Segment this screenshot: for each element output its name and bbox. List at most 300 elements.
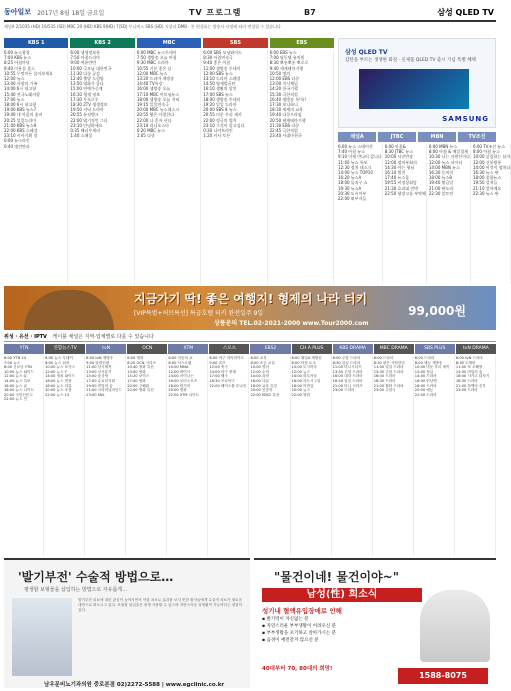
list-item: 20:00 뉴스 bbox=[291, 388, 310, 393]
list-item: 22:30 뉴스 판 bbox=[472, 190, 499, 196]
list-item: 12:00 바이크 bbox=[168, 369, 191, 374]
list-item: 16:30 뉴스 판 bbox=[472, 170, 499, 176]
list-item: 16:00 하트시그널 bbox=[291, 378, 321, 383]
list-item: 17:00 배구 bbox=[209, 374, 228, 379]
list-item: 14:00 뉴스 TOP10 bbox=[338, 170, 373, 176]
list-item: 7:50 생방송 오늘 아침 bbox=[136, 55, 177, 61]
channel-header-mbc: MBC bbox=[137, 38, 201, 48]
list-item: 17:40 영화 bbox=[127, 378, 146, 383]
list-item: 16:00 모터스포츠 bbox=[168, 378, 198, 383]
list-item: 6:00 뉴스광장 bbox=[4, 50, 30, 55]
list-item: 9:00 여유만만 bbox=[70, 60, 97, 66]
ad-tag: 삼성 QLED TV bbox=[345, 49, 388, 56]
clinic-ad-subhead: 평생할 보형물을 삽입하는 방법으로 자유롭게… bbox=[24, 587, 128, 593]
list-item: 20:00 MBC 뉴스데스크 bbox=[136, 107, 180, 113]
list-item: ▪ 자연스러운 부부생활이 어려우신 분 bbox=[262, 624, 336, 629]
list-item: 13:00 신서유기 bbox=[86, 369, 112, 374]
list-item: 16:00 뉴스 현장 bbox=[45, 378, 72, 383]
list-item: 6:00 SBS 모닝와이드 bbox=[203, 50, 242, 55]
list-item: ▪ 발기력이 자신없는 분 bbox=[262, 617, 309, 622]
list-item: 1:40 스페셜 bbox=[70, 133, 93, 139]
list-item: 18:30 드라마 bbox=[455, 378, 478, 383]
list-item: 16:20 뉴스A bbox=[338, 175, 362, 181]
list-item: 21:00 판도라 bbox=[428, 185, 454, 191]
list-item: 18:00 뉴스 나이트 bbox=[4, 388, 34, 393]
satellite-channel-headers bbox=[4, 344, 496, 354]
schedule-column bbox=[4, 356, 44, 556]
list-item: 8:00 초등 교실 bbox=[250, 360, 275, 365]
list-item: 6:00 자동차 쇼 bbox=[168, 356, 193, 360]
list-item: 9:30 MBC 드라마 bbox=[136, 60, 169, 66]
list-item: 0:00 뉴스라인 bbox=[4, 138, 30, 144]
list-item: 6:00 아침& bbox=[384, 144, 406, 149]
list-item: 18:00 생방송 오늘 저녁 bbox=[136, 96, 180, 102]
mosque-image bbox=[24, 290, 114, 330]
list-item: 14:40 TV특강 bbox=[136, 81, 163, 87]
list-item: 19:30 뉴스A bbox=[338, 185, 362, 191]
list-item: 14:50 영재발굴단 bbox=[203, 81, 236, 87]
schedule-column bbox=[209, 356, 249, 556]
cable-header: JTBC bbox=[378, 132, 416, 142]
list-item: 19:15 일일연속극 bbox=[136, 102, 169, 108]
list-item: 8:30 도깨비 bbox=[455, 360, 476, 365]
list-item: 22:50 냉장고를 부탁해 bbox=[384, 190, 426, 196]
cable-channel-headers bbox=[338, 132, 496, 142]
product-ad-tagline: 40대부터 70, 80대의 희망! bbox=[262, 666, 333, 672]
sat-header: KBS DRAMA bbox=[333, 344, 373, 354]
list-item: 16:00 시카고 타자기 bbox=[455, 374, 490, 379]
list-item: 23:00 주말극 bbox=[373, 388, 396, 393]
list-item: 11:00 일일 드라마 bbox=[373, 365, 404, 370]
issue-date: 2017년 8월 18일 금요일 bbox=[37, 9, 105, 17]
list-item: 12:30 정치 데스크 bbox=[338, 164, 372, 170]
list-item: 10:00 뉴스 와이드 bbox=[4, 369, 34, 374]
list-item: 1:20 시사 토론 bbox=[203, 133, 231, 139]
list-item: 9:40 좋은 아침 bbox=[203, 60, 231, 66]
list-item: 14:30 아는 형님 bbox=[384, 164, 415, 170]
list-item: 23:00 SNL bbox=[86, 392, 105, 397]
clinic-ad[interactable] bbox=[4, 558, 250, 688]
list-item: 10:00 사건반장 bbox=[384, 154, 413, 160]
list-item: 0:40 명견만리 bbox=[4, 143, 30, 149]
newspaper-name: 동아일보 bbox=[4, 8, 32, 16]
satellite-label: 위성 · 유선 · IPTV bbox=[4, 334, 47, 340]
schedule-column bbox=[385, 144, 427, 284]
list-item: 20:00 예능 bbox=[414, 388, 434, 393]
list-item: 10:30 나는 자연인이다 bbox=[428, 154, 470, 160]
list-item: 15:00 연예가중계 bbox=[70, 86, 103, 92]
list-item: 17:00 뉴스 bbox=[4, 96, 25, 102]
list-item: 16:40 생방송 톡!톡! bbox=[269, 96, 307, 102]
list-item: 13:50 영화가 좋다 bbox=[70, 81, 104, 87]
list-item: 12:00 정치부회의 bbox=[384, 159, 417, 165]
list-item: 18:00 이만갑 bbox=[291, 383, 314, 388]
list-item: 6:00 MBN 뉴스 bbox=[428, 144, 458, 149]
list-item: 12:00 SBS 뉴스 bbox=[203, 70, 233, 76]
sub-line: 채널A 2/1035 (HD) 16/535 (SD) MBC 20 (HD) KBS 9(HD) 7(SD) 투니버스 SBS (HD) 지상파 DMB · 본 편성표는 방송사 사정에 따라 변경될 수 있습니다 bbox=[4, 24, 281, 29]
list-item: 11:30 다큐 공감 bbox=[70, 70, 100, 76]
list-item: 15:40 전국노래자랑 bbox=[4, 91, 40, 97]
list-item: 21:00 크리미널마인드 bbox=[86, 388, 122, 393]
list-item: 13:00 사랑의 가족 bbox=[4, 81, 38, 87]
list-item: 9:40 세계테마기행 bbox=[269, 65, 304, 71]
list-item: 17:00 SBS 뉴스 bbox=[203, 91, 233, 97]
list-item: 17:10 MBC 이브닝뉴스 bbox=[136, 91, 180, 97]
list-item: 20:00 인문학 bbox=[250, 388, 273, 393]
product-ad-phone[interactable]: 1588-8075 bbox=[398, 668, 488, 684]
list-item: 6:00 EBS 뉴스 bbox=[269, 50, 297, 55]
list-item: 14:00 차이나는 bbox=[168, 374, 194, 379]
list-item: 6:00 뉴스 투데이 bbox=[45, 356, 73, 360]
schedule-column bbox=[292, 356, 332, 556]
sat-header: MBC DRAMA bbox=[374, 344, 414, 354]
list-item: 16:10 썰전 bbox=[384, 170, 406, 176]
list-item: 12:40 출발 드림팀 bbox=[70, 76, 104, 82]
list-item: 15:00 윤식당 bbox=[86, 374, 109, 379]
list-item: 8:30 아침연속극 bbox=[203, 55, 233, 61]
list-item: 6:00 주말 드라마 bbox=[332, 356, 361, 360]
list-item: 19:20 일일 드라마 bbox=[203, 102, 237, 108]
schedule-column bbox=[270, 50, 334, 285]
list-item: 0:30 나이트라인 bbox=[203, 128, 233, 134]
product-ad-subtitle: 성기내 혈액유입장애로 인해 bbox=[262, 607, 342, 615]
list-item: 8:25 아침마당 bbox=[4, 60, 30, 66]
list-item: 6:00 TV조선 뉴스 bbox=[472, 144, 506, 149]
list-item: 8:30 왕은 사랑한다 bbox=[373, 360, 405, 365]
list-item: 19:40 내 마음의 꽃비 bbox=[4, 112, 43, 118]
list-item: 12:00 정글 bbox=[414, 369, 434, 374]
list-item: 12:00 뉴스 Y bbox=[45, 369, 67, 374]
section-title: TV 프로그램 bbox=[189, 7, 242, 17]
list-item: 12:00 신통방통 bbox=[472, 159, 502, 165]
list-item: 6:00 tvN 재방송 bbox=[86, 356, 114, 360]
list-item: 15:20 보이스 bbox=[127, 374, 150, 379]
list-item: 15:30 극한직업 bbox=[269, 91, 298, 97]
schedule-column bbox=[374, 356, 414, 556]
list-item: 13:10 드라마 스페셜 bbox=[203, 76, 241, 82]
list-item: 23:10 그것이 알고싶다 bbox=[203, 122, 245, 128]
list-item: 6:00 YTN 24 bbox=[4, 356, 27, 360]
health-product-ad[interactable] bbox=[254, 558, 496, 688]
list-item: 14:00 이것이 정치다 bbox=[472, 164, 511, 170]
list-item: 13:30 비밀의 숲 bbox=[455, 369, 483, 374]
list-item: 10:00 굿모닝 대한민국 bbox=[70, 65, 112, 71]
list-item: 14:00 드라마 bbox=[414, 374, 437, 379]
list-item: 8:00 뉴스 워치 bbox=[45, 360, 70, 365]
clinic-ad-body: 발기부전 치료에 대한 관심이 높아지면서 약물 치료로 효과를 보지 못한 환자들에게 수술적 치료가 새로운 대안으로 떠오르고 있다. 보형물 삽입술은 평생 사용할 수 있으며 자연스러운 성생활이 가능하다는 장점이 있다. bbox=[78, 598, 243, 612]
list-item: 21:00 월화 드라마 bbox=[373, 383, 404, 388]
list-item: 7:00 KBS 뉴스 bbox=[4, 55, 32, 61]
samsung-logo: SAMSUNG bbox=[442, 115, 489, 123]
list-item: 13:00 지식채널 bbox=[269, 81, 298, 87]
cable-header: TV조선 bbox=[458, 132, 496, 142]
list-item: 6:00 뉴스 스테이션 bbox=[338, 144, 373, 149]
list-item: 11:00 미니시리즈 bbox=[332, 365, 362, 370]
list-item: 14:00 정치 와이드 bbox=[45, 374, 76, 379]
schedule-column bbox=[127, 356, 167, 556]
list-item: 8:00 굿모닝 YTN bbox=[4, 365, 32, 370]
schedule-column bbox=[137, 50, 201, 285]
list-item: 19:55 비정상회담 bbox=[384, 180, 417, 186]
list-item: 19:00 KBS 뉴스7 bbox=[4, 107, 37, 113]
list-item: 7:00 딩동댕 유치원 bbox=[269, 55, 305, 61]
list-item: 20:00 구해줘 bbox=[127, 383, 150, 388]
satellite-header bbox=[4, 332, 496, 342]
list-item: 22:00 영화 bbox=[291, 392, 310, 397]
sat-header: tvN bbox=[86, 344, 126, 354]
list-item: 7:00 뉴스 bbox=[4, 360, 21, 365]
list-item: 6:00 드라마 bbox=[414, 356, 435, 360]
schedule-column bbox=[338, 144, 383, 284]
sat-header: 스포츠 bbox=[209, 344, 249, 354]
header-brand: 삼성 QLED TV bbox=[437, 7, 494, 17]
list-item: 6:00 영화 bbox=[127, 356, 144, 360]
list-item: 11:00 또 오해영 bbox=[455, 365, 483, 370]
list-item: 18:00 돌직구 쇼 bbox=[338, 180, 368, 186]
list-item: 12:00 EBS 다큐 bbox=[269, 76, 300, 82]
list-item: 17:30 보니하니 bbox=[269, 102, 298, 108]
list-item: 18:30 프로야구 bbox=[209, 378, 235, 383]
banner-product: [VIP특별+허브특선] 특급호텔 터키 완전일주 9일 bbox=[134, 310, 264, 317]
product-ad-list bbox=[262, 616, 412, 644]
list-item: 23:10 안녕하세요 bbox=[70, 122, 103, 128]
channel-header-sbs: SBS bbox=[203, 38, 267, 48]
page-number: B7 bbox=[304, 7, 316, 17]
list-item: 16:10 생활의 달인 bbox=[203, 86, 237, 92]
list-item: 8:00 아침 & 매일경제 bbox=[428, 149, 468, 155]
schedule-column bbox=[473, 144, 511, 284]
satellite-note: 케이블 채널은 지역·업체별로 다를 수 있습니다 bbox=[52, 334, 154, 340]
list-item: 16:00 런닝맨 bbox=[414, 378, 437, 383]
list-item: 20:55 미운 우리 새끼 bbox=[203, 112, 242, 118]
schedule-column bbox=[456, 356, 496, 556]
list-item: 21:00 KBS 뉴스9 bbox=[4, 122, 37, 128]
list-item: 19:40 황금알 bbox=[428, 180, 454, 186]
list-item: 6:00 MBC 뉴스투데이 bbox=[136, 50, 177, 55]
list-item: 16:00 생방송 오늘 bbox=[136, 86, 171, 92]
list-item: 18:30 2TV 생생정보 bbox=[70, 102, 108, 108]
product-ad-title: 남성(性) 희소식 bbox=[262, 588, 422, 602]
list-item: 16:30 동치미 bbox=[428, 170, 454, 176]
channel-header-kbs1: KBS 1 bbox=[4, 38, 68, 48]
list-item: 14:00 MBN 뉴스 bbox=[428, 164, 460, 170]
schedule-column bbox=[415, 356, 455, 556]
sat-header: tvN DRAMA bbox=[456, 344, 496, 354]
list-item: 13:30 주말 드라마 bbox=[373, 369, 404, 374]
cable-header: MBN bbox=[418, 132, 456, 142]
list-item: 12:00 뉴스 bbox=[4, 76, 25, 82]
list-item: 21:00 하백의 신부 bbox=[455, 383, 486, 388]
list-item: 12:00 축구 bbox=[209, 365, 228, 370]
schedule-column bbox=[4, 50, 68, 285]
list-item: 23:00 드라마 bbox=[332, 388, 355, 393]
list-item: 9:00 알쓸신잡 bbox=[86, 360, 110, 365]
list-item: 14:00 6시 내고향 bbox=[4, 86, 37, 92]
sat-header: OCN bbox=[127, 344, 167, 354]
list-item: 22:00 뉴스 15 bbox=[45, 392, 70, 397]
list-item: ▪ 음경이 예전같지 않으신 분 bbox=[262, 638, 319, 643]
product-ad-headline: "물건이네! 물건이야~" bbox=[274, 570, 399, 584]
list-item: 10:00 뉴스 포커스 bbox=[45, 365, 76, 370]
list-item: 1:05 다큐 bbox=[136, 133, 155, 139]
banner-price: 99,000원 bbox=[408, 304, 466, 318]
list-item: 20:30 도시어부 bbox=[338, 190, 367, 196]
list-item: 12:00 뉴스 bbox=[291, 369, 310, 374]
list-item: 14:20 한국기행 bbox=[269, 86, 298, 92]
list-item: 8:30 뽀롱뽀롱 뽀로로 bbox=[269, 60, 309, 66]
list-item: 6:00 야구 하이라이트 bbox=[209, 356, 245, 360]
list-item: 8:00 예능 재방송 bbox=[414, 360, 443, 365]
list-item: 18:30 세계의 교육 bbox=[269, 107, 304, 113]
list-item: ▪ 부부생활을 포기하고 살아가시는 분 bbox=[262, 631, 336, 636]
list-item: 0:35 해피투게더 bbox=[70, 128, 100, 134]
list-item: 19:50 저녁 드라마 bbox=[70, 107, 104, 113]
list-item: 18:00 생방송 투데이 bbox=[203, 96, 241, 102]
sat-header: 연합뉴스TV bbox=[45, 344, 85, 354]
list-item: 13:20 드라마 재방송 bbox=[136, 76, 175, 82]
list-item: 18:00 드라마 bbox=[414, 383, 437, 388]
travel-banner-ad[interactable] bbox=[4, 286, 496, 330]
list-item: 22:00 외부자들 bbox=[338, 196, 367, 202]
list-item: 18:30 드라마 bbox=[373, 378, 396, 383]
list-item: 17:00 수요미식회 bbox=[86, 378, 116, 383]
list-item: 19:50 강적들 bbox=[472, 180, 498, 186]
list-item: 21:00 미니 시리즈 bbox=[332, 383, 363, 388]
ad-text: 감탄을 부르는 생생한 화질 · 신제품 QLED TV 출시 기념 특별 혜택 bbox=[345, 58, 476, 63]
list-item: 7:40 아침 뉴스 bbox=[338, 149, 365, 155]
sat-header: CH A PLUS bbox=[292, 344, 332, 354]
list-item: 9:40 이웃집 찰스 bbox=[4, 65, 35, 71]
list-item: 11:00 생방송 투데이 bbox=[203, 65, 241, 71]
list-item: 14:00 야구 중계 bbox=[209, 369, 236, 374]
list-item: 0:20 MBC 뉴스 bbox=[136, 128, 165, 134]
list-item: 20:55 뮤직뱅크 bbox=[70, 112, 99, 118]
list-item: 22:45 극한직업 bbox=[269, 128, 298, 134]
tv-image bbox=[359, 69, 469, 109]
man-photo bbox=[420, 590, 490, 662]
list-item: 20:00 뉴스 초점 bbox=[45, 388, 72, 393]
list-item: 8:30 JTBC 뉴스 bbox=[384, 149, 414, 155]
list-item: 10:40 영화 특선 bbox=[127, 365, 154, 370]
samsung-ad[interactable] bbox=[338, 38, 496, 128]
list-item: 16:00 다큐 bbox=[250, 378, 269, 383]
list-item: 10:50 명의 bbox=[269, 70, 291, 76]
sat-header: XTM bbox=[168, 344, 208, 354]
clinic-ad-headline: '발기부전' 수술적 방법으로… bbox=[18, 570, 174, 584]
list-item: 22:00 EBS2 특선 bbox=[250, 392, 280, 397]
list-item: 6:00 생생정보통 bbox=[70, 50, 100, 55]
list-item: 17:30 투모로우 bbox=[70, 96, 99, 102]
doctor-photo bbox=[12, 598, 72, 676]
list-item: 13:00 영화 bbox=[127, 369, 146, 374]
list-item: 8:00 아침 토크 bbox=[291, 360, 316, 365]
list-item: 18:00 종합뉴스 bbox=[472, 175, 502, 181]
list-item: 8:00 익스트림 bbox=[168, 360, 192, 365]
cable-schedule bbox=[338, 144, 511, 284]
list-item: 16:00 드라마 bbox=[373, 374, 396, 379]
list-item: 22:00 뉴스 인 bbox=[4, 397, 28, 402]
clinic-ad-phone[interactable]: 남우문비뇨기과의원 중로본점 02)2272-5588 | www.egclinic.co.kr bbox=[44, 682, 225, 688]
list-item: 22:00 베이스볼 투나잇 bbox=[209, 383, 247, 388]
channel-header-kbs2: KBS 2 bbox=[70, 38, 134, 48]
list-item: 19:00 비밀의 숲 bbox=[86, 383, 113, 388]
sat-header: YTN bbox=[4, 344, 44, 354]
schedule-column bbox=[168, 356, 208, 556]
list-item: 8:20 OCN 시리즈 bbox=[127, 360, 157, 365]
list-item: 22:00 드라마 bbox=[414, 392, 437, 397]
list-item: 6:00 tvN 드라마 bbox=[455, 356, 483, 360]
list-item: 20:25 일일드라마 bbox=[4, 117, 37, 123]
list-item: 14:00 과학 bbox=[250, 374, 269, 379]
list-item: 23:40 시네마천국 bbox=[269, 133, 302, 139]
list-item: 20:55 왕은 사랑한다 bbox=[136, 112, 175, 118]
list-item: 23:10 시사기획 창 bbox=[4, 133, 38, 139]
list-item: 11:00 뉴스 특보 bbox=[338, 159, 368, 165]
schedule-column bbox=[333, 356, 373, 556]
list-item: 12:00 MBC 뉴스 bbox=[136, 70, 168, 76]
list-item: 14:00 외부자들 bbox=[291, 374, 317, 379]
list-item: 10:55 기분 좋은 날 bbox=[136, 65, 172, 71]
banner-headline: 지금가기 딱! 좋은 여행지! 형제의 나라 터키 bbox=[134, 292, 368, 306]
list-item: 18:00 뉴스 리뷰 bbox=[45, 383, 72, 388]
list-item: 20:50 세계테마기행 bbox=[269, 117, 306, 123]
list-item: 16:10 생생 정보 bbox=[70, 91, 100, 97]
satellite-schedule bbox=[4, 356, 496, 556]
list-item: 18:30 일일 드라마 bbox=[332, 378, 363, 383]
list-item: 9:10 이제 만나러 갑니다 bbox=[338, 154, 382, 160]
schedule-column bbox=[429, 144, 471, 284]
list-item: 10:00 영어 bbox=[250, 365, 269, 370]
list-item: 12:00 뉴스 파이터 bbox=[428, 159, 463, 165]
list-item: 20:00 SBS 8 뉴스 bbox=[203, 107, 237, 113]
list-item: 21:10 얼마예요 bbox=[472, 185, 502, 191]
list-item: 6:00 드라마 bbox=[373, 356, 394, 360]
list-item: 16:00 대하 드라마 bbox=[332, 374, 363, 379]
list-item: 22:00 나 혼자 산다 bbox=[136, 117, 172, 123]
schedule-column bbox=[250, 356, 290, 556]
cable-header: 채널A bbox=[338, 132, 376, 142]
list-item: 14:00 뉴스 특보 bbox=[4, 378, 31, 383]
channel-header-ebs: EBS bbox=[270, 38, 334, 48]
list-item: 6:00 교육 bbox=[250, 356, 267, 360]
list-item: 23:00 드라마 bbox=[455, 388, 478, 393]
list-item: 18:00 교육 특강 bbox=[250, 383, 277, 388]
list-item: 11:00 삼시세끼 bbox=[86, 365, 112, 370]
terrestrial-schedule bbox=[4, 50, 334, 285]
list-item: 6:00 채널A 재방송 bbox=[291, 356, 322, 360]
list-item: 22:00 정글의 법칙 bbox=[203, 117, 237, 123]
schedule-column bbox=[203, 50, 267, 285]
list-item: 21:30 EBS 다큐 bbox=[269, 122, 300, 128]
sat-header: SBS PLUS bbox=[415, 344, 455, 354]
list-item: 10:00 미운 우리 새끼 bbox=[414, 365, 450, 370]
list-item: 9:00 골프 bbox=[209, 360, 226, 365]
banner-contact: 상품문의 TEL.02-2021-2000 www.Tour2000.com bbox=[214, 320, 369, 327]
list-item: 20:00 영화 bbox=[168, 388, 187, 393]
list-item: 10:55 무엇이든 물어보세요 bbox=[4, 70, 53, 76]
list-item: 22:30 알토란 bbox=[428, 190, 454, 196]
schedule-column bbox=[45, 356, 85, 556]
list-item: 7:50 아침드라마 bbox=[70, 55, 100, 61]
list-item: 18:00 6시 내고향 bbox=[4, 102, 37, 108]
list-item: 8:30 일일 드라마 bbox=[332, 360, 361, 365]
schedule-column bbox=[70, 50, 134, 285]
list-item: 22:00 KBS 스페셜 bbox=[4, 128, 38, 134]
list-item: 22:00 영화 특선 bbox=[127, 388, 154, 393]
list-item: 18:00 뉴스8 bbox=[428, 175, 452, 181]
list-item: 8:00 아침 뉴스 bbox=[472, 149, 500, 155]
list-item: 10:00 도시어부 bbox=[291, 365, 317, 370]
